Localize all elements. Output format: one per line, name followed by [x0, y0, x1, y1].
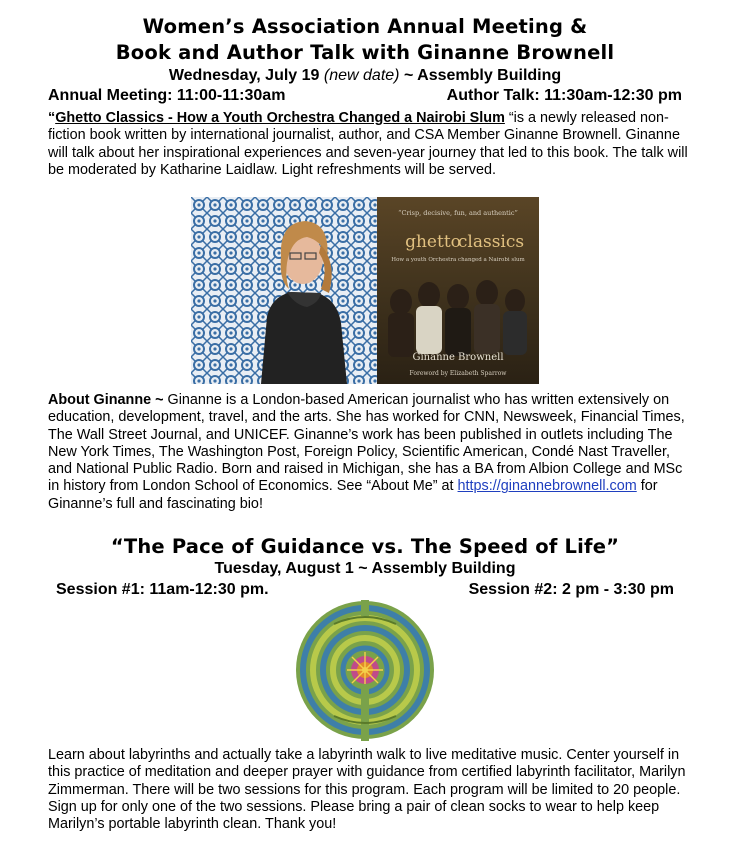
event1-date	[0, 66, 730, 86]
book-cover-subtitle: How a youth Orchestra changed a Nairobi slum	[391, 257, 525, 263]
event1-description-text: “is a newly released non-fiction book written by international journalist, author, and CSA Member Ginanne Brownell. Ginanne will talk about her inspirational experiences and seven-year journey that led to this book. The talk will be moderated by Katharine Laidlaw. Light refreshments will be served.	[48, 110, 688, 178]
author-talk-time: Author Talk: 11:30am-12:30 pm	[446, 87, 682, 104]
event1-date-prefix: Wednesday, July 19	[168, 67, 320, 84]
event1-title-line2: Book and Author Talk with Ginanne Brownell	[115, 41, 615, 64]
book-cover-title-classics: classics	[457, 232, 525, 252]
event1-times	[48, 86, 682, 106]
author-photo-image	[191, 197, 539, 384]
labyrinth-image	[294, 600, 436, 741]
book-title: Ghetto Classics - How a Youth Orchestra Changed a Nairobi Slum	[55, 110, 505, 126]
annual-meeting-time: Annual Meeting: 11:00-11:30am	[48, 87, 286, 104]
event1-date-note: (new date)	[323, 67, 400, 84]
event1-title	[0, 14, 730, 66]
event2-description: Learn about labyrinths and actually take a labyrinth walk to live meditative music. Center yourself in this practice of meditation and deeper prayer with guidance from certified labyrinth facilitator, Marilyn Zimmerman. There will be two sessions for this program. Each program will be limited to 20 people. Sign up for only one of the two sessions. Please bring a pair of clean socks to wear to help keep Marilyn’s portable labyrinth clean. Thank you!	[48, 747, 686, 833]
ginanne-website-link[interactable]: https://ginannebrownell.com	[457, 478, 637, 495]
event1-description	[48, 110, 688, 179]
event1-date-suffix: ~ Assembly Building	[403, 67, 562, 84]
book-cover-foreword: Foreword by Elizabeth Sparrow	[409, 370, 507, 377]
event1-title-line1: Women’s Association Annual Meeting &	[142, 15, 588, 38]
book-cover-title-ghetto: ghetto	[405, 232, 461, 252]
labyrinth-illustration	[294, 600, 436, 741]
book-cover-author: Ginanne Brownell	[412, 352, 504, 363]
about-ginanne	[48, 392, 688, 513]
open-quote: “	[48, 110, 56, 126]
event2-sessions	[56, 580, 674, 600]
event2-date: Tuesday, August 1 ~ Assembly Building	[214, 560, 516, 577]
session2-time: Session #2: 2 pm - 3:30 pm	[468, 581, 674, 598]
event2-title: “The Pace of Guidance vs. The Speed of Life”	[110, 535, 620, 558]
author-and-book-photo	[191, 197, 539, 384]
book-cover-quote: “Crisp, decisive, fun, and authentic”	[398, 209, 518, 217]
session1-time: Session #1: 11am-12:30 pm.	[56, 581, 269, 598]
about-text: Ginanne is a London-based American journalist who has written extensively on education, development, travel, and the arts. She has worked for CNN, Newsweek, Financial Times, The Wall Street Journal, and UNICEF. Ginanne’s work has been published in outlets including The New York Times, The Washington Post, Foreign Policy, Scientific American, Condé Nast Traveller, and National Public Radio. Born and raised in Michigan, she has a BA from Albion College and MSc in history from London School of Economics. See “About Me” at	[48, 392, 685, 495]
about-label: About Ginanne ~	[48, 392, 164, 408]
about-tail: for Ginanne’s full and fascinating bio!	[48, 478, 658, 512]
